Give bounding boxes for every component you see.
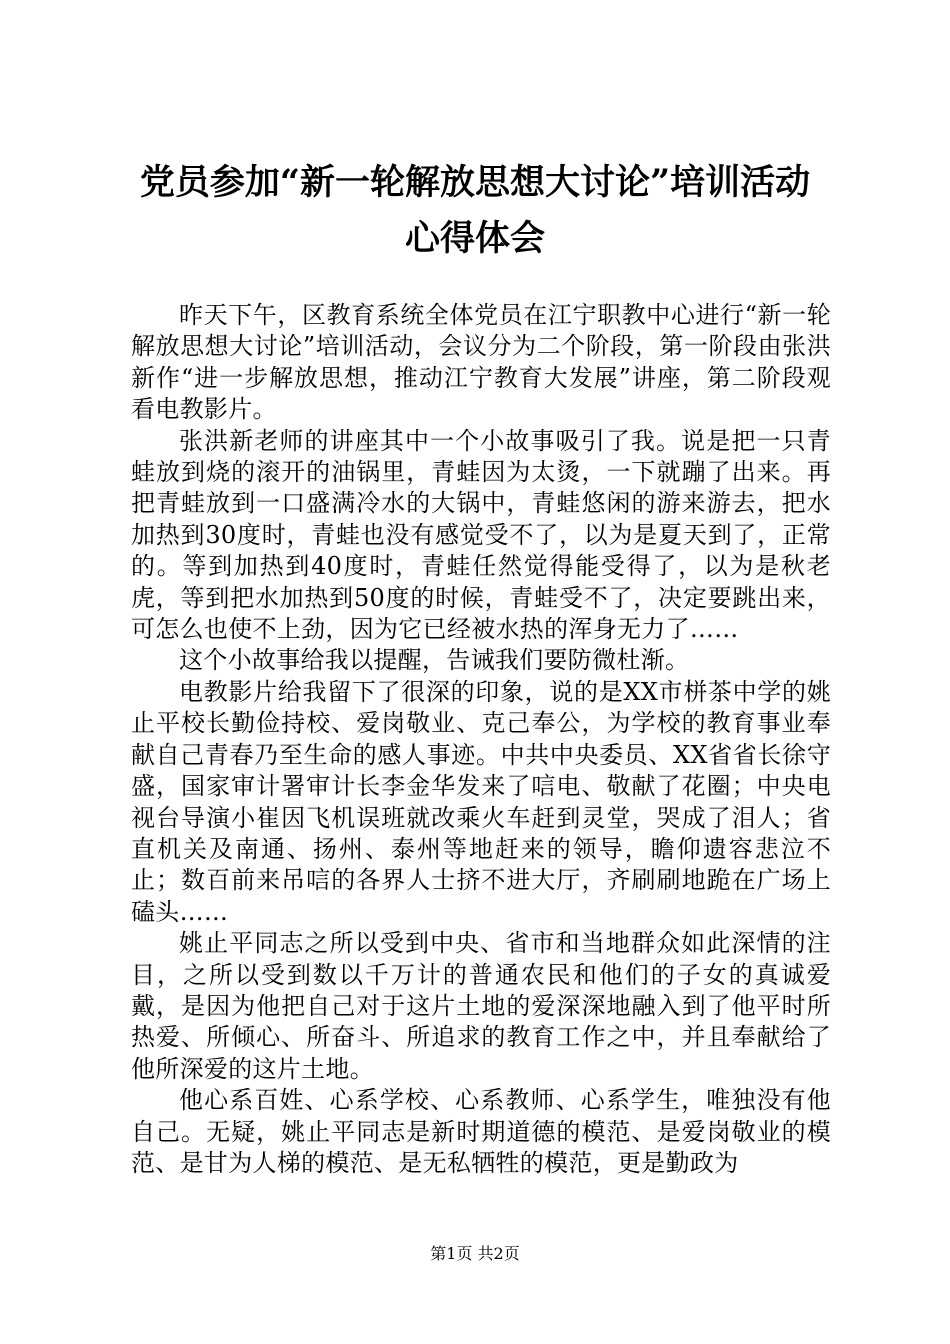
paragraph: 张洪新老师的讲座其中一个小故事吸引了我。说是把一只青蛙放到烧的滚开的油锅里，青蛙因为太烫，一下就蹦了出来。再把青蛙放到一口盛满冷水的大锅中，青蛙悠闲的游来游去，把水加热到30度时，青蛙也没有感觉受不了，以为是夏天到了，正常的。等到加热到40度时，青蛙任然觉得能受得了，以为是秋老虎，等到把水加热到50度的时候，青蛙受不了，决定要跳出来，可怎么也使不上劲，因为它已经被水热的浑身无力了…… bbox=[131, 426, 831, 644]
document-body bbox=[131, 300, 831, 1179]
document-title-line2: 心得体会 bbox=[404, 218, 545, 259]
paragraph: 这个小故事给我以提醒，告诫我们要防微杜渐。 bbox=[179, 646, 690, 675]
page-footer: 第1页 共2页 bbox=[430, 1244, 520, 1263]
paragraph: 他心系百姓、心系学校、心系教师、心系学生，唯独没有他自己。无疑，姚止平同志是新时期道德的模范、是爱岗敬业的模范、是甘为人梯的模范、是无私牺牲的模范，更是勤政为 bbox=[131, 1086, 831, 1177]
paragraph: 昨天下午，区教育系统全体党员在江宁职教中心进行“新一轮解放思想大讨论”培训活动，会议分为二个阶段，第一阶段由张洪新作“进一步解放思想，推动江宁教育大发展”讲座，第二阶段观看电教影片。 bbox=[131, 301, 831, 424]
document-title-line1: 党员参加“新一轮解放思想大讨论”培训活动 bbox=[139, 162, 811, 203]
paragraph: 姚止平同志之所以受到中央、省市和当地群众如此深情的注目，之所以受到数以千万计的普通农民和他们的子女的真诚爱戴，是因为他把自己对于这片土地的爱深深地融入到了他平时所热爱、所倾心、所奋斗、所追求的教育工作之中，并且奉献给了他所深爱的这片土地。 bbox=[131, 929, 831, 1083]
paragraph: 电教影片给我留下了很深的印象，说的是XX市栟茶中学的姚止平校长勤俭持校、爱岗敬业、克己奉公，为学校的教育事业奉献自己青春乃至生命的感人事迹。中共中央委员、XX省省长徐守盛，国家审计署审计长李金华发来了唁电、敬献了花圈；中央电视台导演小崔因飞机误班就改乘火车赶到灵堂，哭成了泪人；省直机关及南通、扬州、泰州等地赶来的领导，瞻仰遗容悲泣不止；数百前来吊唁的各界人士挤不进大厅，齐刷刷地跪在广场上磕头…… bbox=[131, 677, 831, 926]
